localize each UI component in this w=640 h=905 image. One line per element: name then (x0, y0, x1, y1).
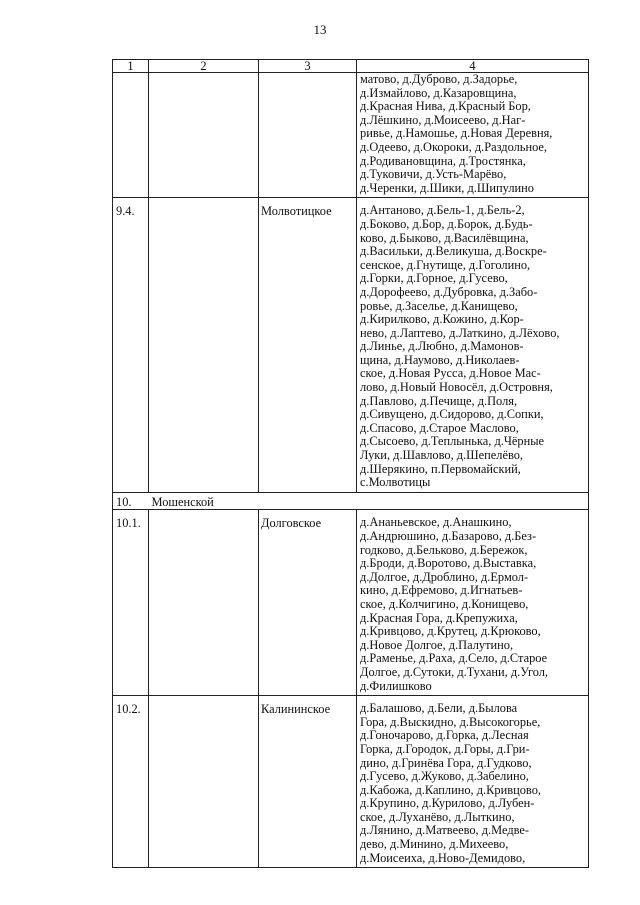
table-row (113, 492, 589, 510)
district-cell (149, 198, 259, 492)
villages-line: д.Антаново, д.Бель-1, д.Бель-2, (360, 203, 525, 218)
district-number: 10. (113, 492, 149, 510)
villages-line: д.Андрюшино, д.Базарово, д.Без- (360, 529, 537, 543)
villages-line: лово, д.Новый Новосёл, д.Островня, (360, 380, 553, 395)
district-cell (149, 696, 259, 868)
villages-line: д.Васильки, д.Великуша, д.Воскре- (360, 244, 547, 259)
row-number (113, 73, 149, 198)
villages-line: д.Кирилково, д.Кожино, д.Кор- (360, 312, 524, 327)
villages-line: дино, д.Гринёва Гора, д.Гудково, (360, 755, 532, 770)
villages-line: д.Шерякино, п.Первомайский, (360, 461, 521, 476)
page-number: 13 (313, 22, 327, 37)
villages-line: щина, д.Наумово, д.Николаев- (360, 352, 520, 367)
villages-line: годково, д.Бельково, д.Бережок, (360, 542, 528, 557)
villages-line: ровье, д.Заселье, д.Канищево, (360, 298, 518, 313)
table-row (113, 696, 589, 868)
header-col-1: 1 (113, 60, 149, 73)
header-col-3: 3 (259, 60, 357, 73)
settlement-name: Долговское (259, 510, 357, 696)
row-number: 10.2. (113, 696, 149, 868)
villages-line: ское, д.Новая Русса, д.Новое Мас- (360, 366, 541, 381)
villages-list (357, 510, 589, 696)
villages-line: д.Ананьевское, д.Анашкино, (360, 515, 512, 530)
villages-line: д.Сивущено, д.Сидорово, д.Сопки, (360, 407, 544, 422)
villages-line: с.Молвотицы (360, 475, 431, 490)
villages-line: ривье, д.Намошье, д.Новая Деревня, (360, 126, 553, 141)
villages-line: ское, д.Колчигино, д.Конищево, (360, 596, 529, 611)
villages-line: д.Павлово, д.Печище, д.Поля, (360, 393, 518, 408)
settlement-name: Калининское (259, 696, 357, 868)
villages-line: Горка, д.Городок, д.Горы, д.Гри- (360, 741, 530, 756)
villages-line: сенское, д.Гнутище, д.Гоголино, (360, 257, 531, 272)
villages-list (357, 696, 589, 868)
villages-line: д.Кривцово, д.Крутец, д.Крюково, (360, 624, 541, 639)
villages-line: д.Лянино, д.Матвеево, д.Медве- (360, 823, 530, 838)
villages-line: д.Моисеиха, д.Ново-Демидово, (360, 850, 526, 865)
table-row (113, 510, 589, 696)
villages-line: д.Линье, д.Любно, д.Мамонов- (360, 339, 524, 354)
villages-line: д.Дорофеево, д.Дубровка, д.Забо- (360, 284, 538, 299)
villages-line: нево, д.Лаптево, д.Латкино, д.Лёхово, (360, 325, 560, 340)
villages-line: д.Черенки, д.Шики, д.Шипулино (360, 180, 534, 195)
villages-line: д.Боково, д.Бор, д.Борок, д.Будь- (360, 216, 533, 231)
villages-line: д.Измайлово, д.Казаровщина, (360, 85, 517, 100)
villages-line: д.Красная Нива, д.Красный Бор, (360, 99, 531, 114)
villages-line: д.Туковичи, д.Усть-Марёво, (360, 167, 507, 182)
villages-line: д.Броди, д.Воротово, д.Выставка, (360, 556, 537, 571)
header-col-2: 2 (149, 60, 259, 73)
villages-line: Долгое, д.Сутоки, д.Тухани, д.Угол, (360, 664, 549, 679)
villages-line: д.Горки, д.Горное, д.Гусево, (360, 271, 508, 286)
table-header-row (113, 60, 589, 73)
villages-line: д.Новое Долгое, д.Палутино, (360, 637, 514, 652)
villages-line: д.Долгое, д.Дроблино, д.Ермол- (360, 569, 529, 584)
villages-line: матово, д.Дуброво, д.Задорье, (360, 72, 518, 86)
villages-line: д.Красная Гора, д.Крепужиха, (360, 610, 518, 625)
villages-list (357, 198, 589, 492)
row-number: 9.4. (113, 198, 149, 492)
villages-line: д.Раменье, д.Раха, д.Село, д.Старое (360, 651, 548, 666)
settlement-name: Молвотицкое (259, 198, 357, 492)
villages-line: ское, д.Луханёво, д.Лыткино, (360, 809, 515, 824)
settlements-table (112, 59, 589, 868)
settlement-name (259, 73, 357, 198)
villages-line: д.Филишково (360, 678, 432, 693)
villages-line: ково, д.Быково, д.Василёвщина, (360, 230, 529, 245)
header-col-4: 4 (357, 60, 589, 73)
table-row (113, 198, 589, 492)
table-row (113, 73, 589, 198)
villages-line: д.Лёшкино, д.Моисеево, д.Наг- (360, 112, 526, 127)
district-cell (149, 510, 259, 696)
villages-line: Луки, д.Шавлово, д.Шепелёво, (360, 448, 524, 463)
district-name: Мошенской (149, 492, 589, 510)
villages-line: д.Балашово, д.Бели, д.Былова (360, 701, 518, 716)
villages-line: дево, д.Минино, д.Михеево, (360, 837, 509, 852)
villages-list (357, 73, 589, 198)
row-number: 10.1. (113, 510, 149, 696)
villages-line: д.Спасово, д.Старое Маслово, (360, 420, 519, 435)
villages-line: д.Одеево, д.Окороки, д.Раздольное, (360, 139, 548, 154)
villages-line: д.Гусево, д.Жуково, д.Забелино, (360, 769, 529, 784)
villages-line: д.Гоночарово, д.Горка, д.Лесная (360, 728, 529, 743)
villages-line: кино, д.Ефремово, д.Игнатьев- (360, 583, 523, 598)
villages-line: Гора, д.Выскидно, д.Высокогорье, (360, 714, 541, 729)
villages-line: д.Родивановщина, д.Тростянка, (360, 153, 526, 168)
district-cell (149, 73, 259, 198)
villages-line: д.Крупино, д.Курилово, д.Лубен- (360, 796, 535, 811)
villages-line: д.Сысоево, д.Теплынька, д.Чёрные (360, 434, 545, 449)
villages-line: д.Кабожа, д.Каплино, д.Кривцово, (360, 782, 541, 797)
